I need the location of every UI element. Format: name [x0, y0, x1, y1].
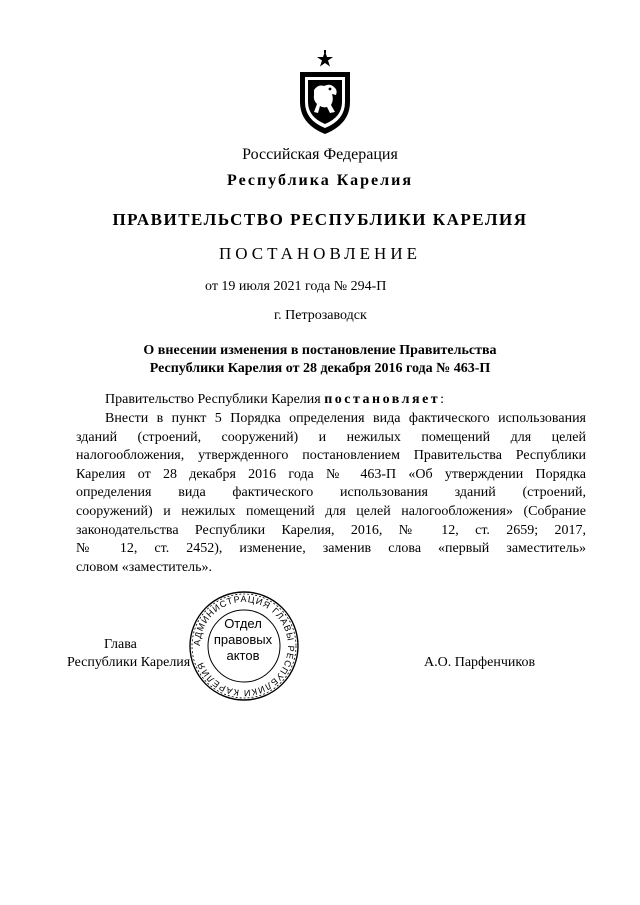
stamp-line: правовых	[213, 632, 273, 647]
preamble-colon: :	[440, 392, 445, 407]
stamp-ring-text: АДМИНИСТРАЦИЯ ГЛАВЫ РЕСПУБЛИКИ КАРЕЛИЯ	[191, 593, 297, 699]
subject-line: Республики Карелия от 28 декабря 2016 года № 463-П	[149, 361, 491, 376]
body-line: Карелия от 28 декабря 2016 года № 463-П «Об утверждении Порядка	[76, 466, 586, 482]
document-subject	[0, 342, 640, 378]
stamp-center-text	[213, 616, 273, 672]
republic-name: Республика Карелия	[227, 172, 413, 189]
karelia-coat-of-arms-icon	[294, 50, 356, 136]
body-line: зданий (строений, сооружений) и нежилых помещений для целей	[76, 429, 586, 445]
body-line: налогообложения, утвержденного постановлением Правительства Республики	[76, 448, 586, 464]
issuing-authority: ПРАВИТЕЛЬСТВО РЕСПУБЛИКИ КАРЕЛИЯ	[112, 210, 528, 229]
country-name: Российская Федерация	[242, 146, 398, 163]
document-city: г. Петрозаводск	[274, 308, 367, 323]
body-line: определения вида фактического использования зданий (строений,	[76, 485, 586, 501]
body-line: словом «заместитель».	[76, 559, 213, 575]
stamp-line: актов	[226, 648, 260, 663]
subject-line: О внесении изменения в постановление Правительства	[143, 343, 497, 358]
body-line: Внести в пункт 5 Порядка определения вида фактического использования	[105, 411, 586, 426]
stamp-line: Отдел	[224, 616, 262, 631]
decree-word: постановляет	[324, 392, 441, 407]
body-line: сооружений) и нежилых помещений для целей налогообложения» (Собрание	[76, 503, 586, 519]
body-line: № 12, ст. 2452), изменение, заменив слова «первый заместитель»	[76, 541, 586, 557]
body-line: законодательства Республики Карелия, 2016, № 12, ст. 2659; 2017,	[76, 522, 586, 538]
document-body	[76, 410, 586, 577]
preamble	[105, 392, 444, 408]
signatory-title-line: Глава	[104, 637, 137, 652]
signatory-name: А.О. Парфенчиков	[424, 655, 536, 670]
preamble-text: Правительство Республики Карелия	[105, 392, 325, 407]
signatory-title-line: Республики Карелия	[67, 655, 191, 670]
document-date-number: от 19 июля 2021 года № 294-П	[205, 279, 387, 294]
document-type: ПОСТАНОВЛЕНИЕ	[218, 244, 421, 263]
